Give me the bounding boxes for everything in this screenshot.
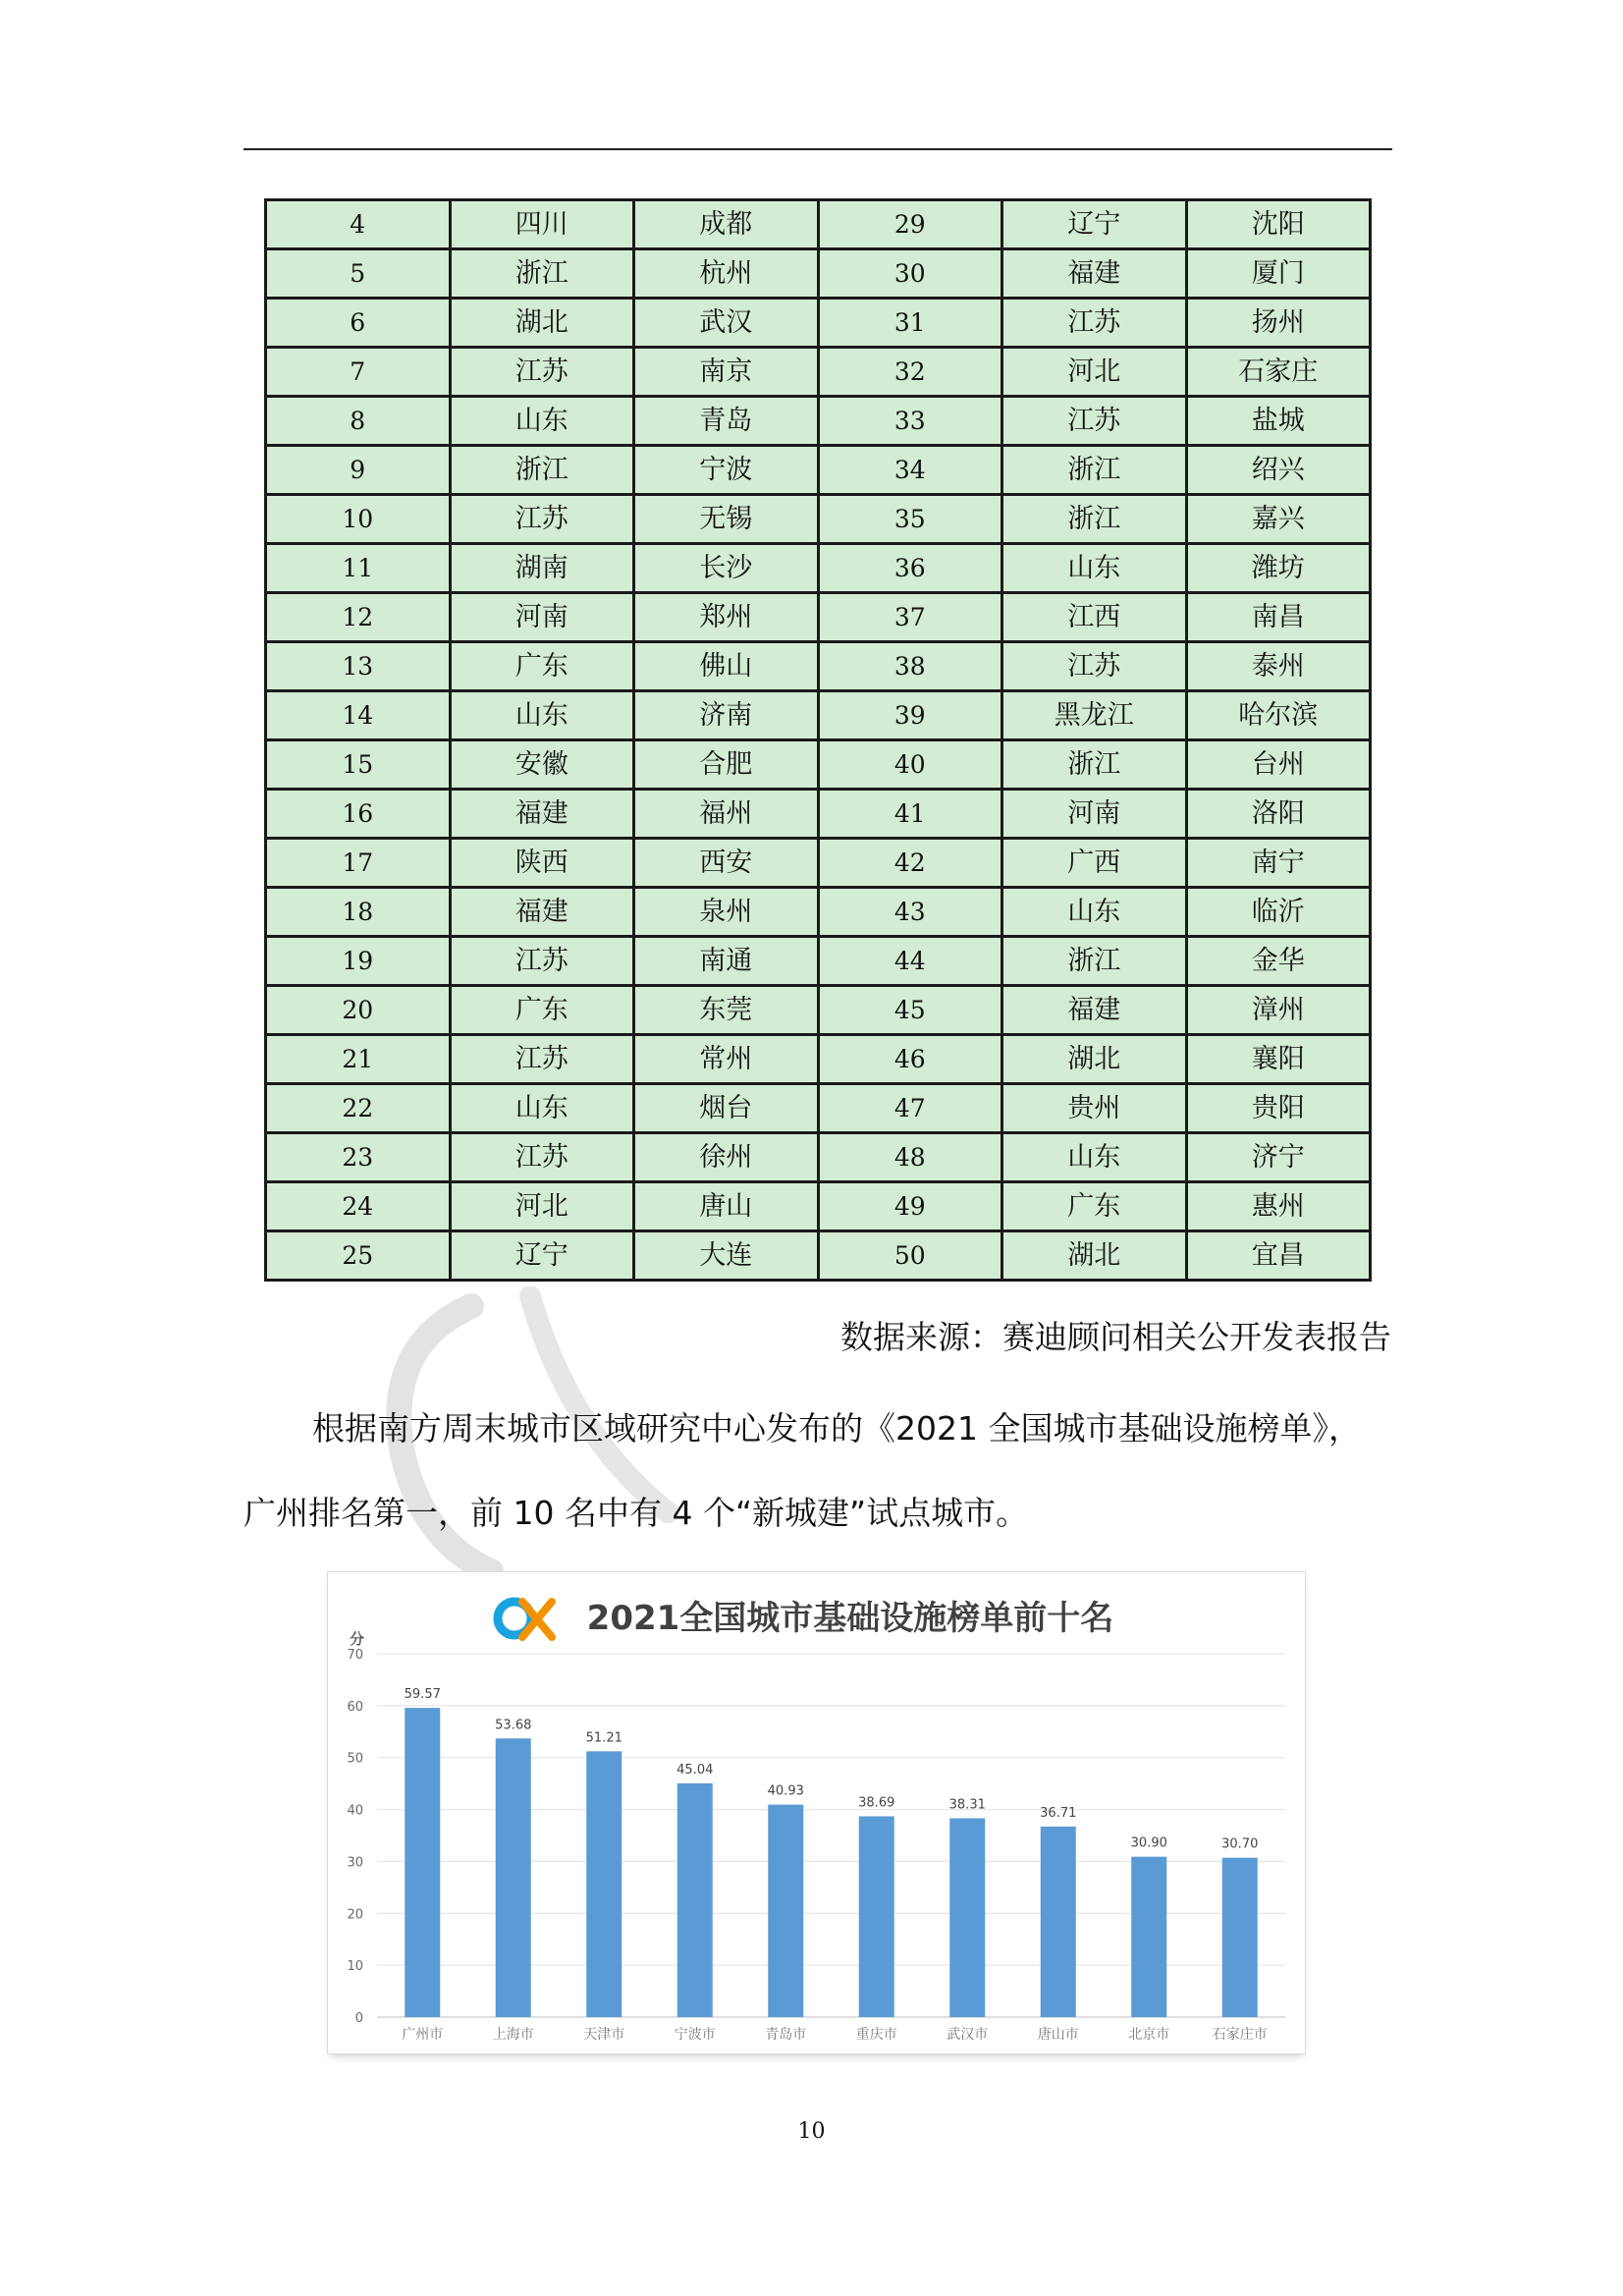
- bar: [496, 1738, 531, 2017]
- bar-value-label: 59.57: [404, 1687, 441, 1703]
- province-cell: 河北: [450, 1182, 634, 1231]
- rank-cell: 46: [818, 1035, 1002, 1084]
- rank-cell: 12: [266, 593, 451, 642]
- province-cell: 安徽: [450, 740, 634, 790]
- province-cell: 四川: [450, 200, 634, 249]
- bar-value-label: 40.93: [767, 1783, 804, 1799]
- rank-cell: 15: [266, 740, 451, 790]
- city-cell: 宜昌: [1186, 1231, 1371, 1281]
- bar-value-label: 45.04: [676, 1762, 714, 1777]
- city-cell: 沈阳: [1186, 200, 1371, 249]
- city-cell: 绍兴: [1186, 446, 1371, 495]
- rank-cell: 8: [266, 397, 451, 446]
- city-cell: 洛阳: [1186, 790, 1371, 839]
- rank-cell: 25: [266, 1231, 451, 1281]
- city-cell: 扬州: [1186, 299, 1371, 348]
- bar: [768, 1805, 803, 2017]
- bar: [1222, 1858, 1258, 2017]
- rank-cell: 7: [266, 348, 451, 397]
- city-cell: 襄阳: [1186, 1035, 1371, 1084]
- rank-cell: 40: [818, 740, 1002, 790]
- city-cell: 临沂: [1186, 888, 1371, 937]
- y-tick-label: 10: [347, 1959, 363, 1975]
- x-category-label: 北京市: [1128, 2027, 1170, 2043]
- rank-cell: 16: [266, 790, 451, 839]
- table-row: [266, 1133, 1371, 1182]
- y-tick-label: 0: [354, 2011, 363, 2026]
- city-cell: 石家庄: [1186, 348, 1371, 397]
- rank-cell: 23: [266, 1133, 451, 1182]
- rank-cell: 32: [818, 348, 1002, 397]
- province-cell: 江苏: [450, 348, 634, 397]
- rank-cell: 47: [818, 1084, 1002, 1133]
- province-cell: 湖南: [450, 544, 634, 593]
- province-cell: 江苏: [1002, 642, 1187, 691]
- rank-cell: 14: [266, 691, 451, 740]
- province-cell: 浙江: [450, 249, 634, 299]
- province-cell: 广东: [450, 986, 634, 1035]
- bar: [586, 1751, 622, 2017]
- province-cell: 陕西: [450, 839, 634, 888]
- city-cell: 哈尔滨: [1186, 691, 1371, 740]
- province-cell: 山东: [450, 397, 634, 446]
- rank-cell: 20: [266, 986, 451, 1035]
- province-cell: 湖北: [1002, 1231, 1187, 1281]
- table-row: [266, 839, 1371, 888]
- city-cell: 东莞: [634, 986, 819, 1035]
- province-cell: 福建: [450, 888, 634, 937]
- table-row: [266, 1084, 1371, 1133]
- x-category-label: 广州市: [402, 2027, 444, 2043]
- rank-cell: 11: [266, 544, 451, 593]
- rank-cell: 45: [818, 986, 1002, 1035]
- city-cell: 济宁: [1186, 1133, 1371, 1182]
- city-cell: 南昌: [1186, 593, 1371, 642]
- page-number: 10: [797, 2119, 826, 2144]
- city-cell: 烟台: [634, 1084, 819, 1133]
- x-category-label: 青岛市: [765, 2027, 807, 2043]
- rank-cell: 39: [818, 691, 1002, 740]
- table-row: [266, 1182, 1371, 1231]
- province-cell: 山东: [1002, 1133, 1187, 1182]
- province-cell: 江苏: [1002, 397, 1187, 446]
- rank-cell: 4: [266, 200, 451, 249]
- bar-value-label: 30.90: [1130, 1835, 1167, 1851]
- bar-value-label: 38.69: [858, 1795, 895, 1811]
- province-cell: 浙江: [450, 446, 634, 495]
- rank-cell: 30: [818, 249, 1002, 299]
- x-category-label: 武汉市: [947, 2027, 989, 2043]
- province-cell: 江苏: [1002, 299, 1187, 348]
- rank-cell: 18: [266, 888, 451, 937]
- province-cell: 山东: [1002, 544, 1187, 593]
- province-cell: 辽宁: [1002, 200, 1187, 249]
- table-row: [266, 495, 1371, 544]
- rank-cell: 43: [818, 888, 1002, 937]
- rank-cell: 13: [266, 642, 451, 691]
- rank-cell: 22: [266, 1084, 451, 1133]
- table-row: [266, 299, 1371, 348]
- province-cell: 江西: [1002, 593, 1187, 642]
- rank-cell: 9: [266, 446, 451, 495]
- city-cell: 西安: [634, 839, 819, 888]
- rank-cell: 34: [818, 446, 1002, 495]
- rank-cell: 42: [818, 839, 1002, 888]
- rank-cell: 49: [818, 1182, 1002, 1231]
- bar-value-label: 36.71: [1040, 1805, 1077, 1821]
- table-row: [266, 740, 1371, 790]
- rank-cell: 29: [818, 200, 1002, 249]
- x-category-label: 重庆市: [855, 2027, 897, 2043]
- table-row: [266, 790, 1371, 839]
- bar-value-label: 30.70: [1221, 1836, 1259, 1852]
- city-cell: 福州: [634, 790, 819, 839]
- body-paragraph: 根据南方周末城市区域研究中心发布的《2021 全国城市基础设施榜单》，广州排名第一，前 10 名中有 4 个“新城建”试点城市。: [243, 1409, 1361, 1532]
- y-axis-label: 分: [350, 1630, 365, 1648]
- rank-cell: 33: [818, 397, 1002, 446]
- table-row: [266, 200, 1371, 249]
- province-cell: 河北: [1002, 348, 1187, 397]
- table-row: [266, 397, 1371, 446]
- rank-cell: 19: [266, 937, 451, 986]
- city-cell: 南京: [634, 348, 819, 397]
- province-cell: 湖北: [450, 299, 634, 348]
- city-cell: 唐山: [634, 1182, 819, 1231]
- rank-cell: 36: [818, 544, 1002, 593]
- province-cell: 山东: [450, 691, 634, 740]
- bar-chart-plot: [328, 1572, 1305, 2053]
- x-category-label: 宁波市: [674, 2027, 716, 2043]
- rank-cell: 17: [266, 839, 451, 888]
- header-rule: [243, 148, 1392, 150]
- city-cell: 贵阳: [1186, 1084, 1371, 1133]
- city-cell: 杭州: [634, 249, 819, 299]
- table-row: [266, 1035, 1371, 1084]
- city-cell: 徐州: [634, 1133, 819, 1182]
- rank-cell: 38: [818, 642, 1002, 691]
- city-cell: 南通: [634, 937, 819, 986]
- bar: [949, 1819, 985, 2017]
- province-cell: 福建: [450, 790, 634, 839]
- y-tick-label: 40: [347, 1803, 363, 1819]
- city-cell: 武汉: [634, 299, 819, 348]
- rank-cell: 37: [818, 593, 1002, 642]
- province-cell: 江苏: [450, 1133, 634, 1182]
- x-category-label: 唐山市: [1037, 2027, 1079, 2043]
- y-tick-label: 60: [347, 1699, 363, 1715]
- table-row: [266, 986, 1371, 1035]
- y-tick-label: 20: [347, 1907, 363, 1923]
- city-cell: 厦门: [1186, 249, 1371, 299]
- table-row: [266, 1231, 1371, 1281]
- bar-value-label: 53.68: [495, 1718, 532, 1733]
- rank-cell: 5: [266, 249, 451, 299]
- bar-value-label: 51.21: [585, 1730, 622, 1746]
- province-cell: 河南: [1002, 790, 1187, 839]
- table-row: [266, 642, 1371, 691]
- province-cell: 山东: [450, 1084, 634, 1133]
- data-source-note: 数据来源：赛迪顾问相关公开发表报告: [840, 1318, 1391, 1356]
- y-tick-label: 50: [347, 1751, 363, 1767]
- city-cell: 台州: [1186, 740, 1371, 790]
- rank-cell: 35: [818, 495, 1002, 544]
- rank-cell: 31: [818, 299, 1002, 348]
- city-cell: 金华: [1186, 937, 1371, 986]
- city-cell: 佛山: [634, 642, 819, 691]
- city-cell: 无锡: [634, 495, 819, 544]
- rank-cell: 6: [266, 299, 451, 348]
- bar: [1041, 1827, 1076, 2017]
- rank-cell: 24: [266, 1182, 451, 1231]
- city-cell: 嘉兴: [1186, 495, 1371, 544]
- bar: [677, 1783, 713, 2017]
- bar: [405, 1708, 440, 2017]
- table-row: [266, 446, 1371, 495]
- city-cell: 常州: [634, 1035, 819, 1084]
- city-cell: 长沙: [634, 544, 819, 593]
- province-cell: 江苏: [450, 937, 634, 986]
- province-cell: 湖北: [1002, 1035, 1187, 1084]
- province-cell: 浙江: [1002, 446, 1187, 495]
- rank-cell: 10: [266, 495, 451, 544]
- rank-cell: 48: [818, 1133, 1002, 1182]
- province-cell: 黑龙江: [1002, 691, 1187, 740]
- province-cell: 广西: [1002, 839, 1187, 888]
- province-cell: 山东: [1002, 888, 1187, 937]
- province-cell: 浙江: [1002, 495, 1187, 544]
- rank-cell: 21: [266, 1035, 451, 1084]
- province-cell: 浙江: [1002, 740, 1187, 790]
- city-cell: 南宁: [1186, 839, 1371, 888]
- province-cell: 江苏: [450, 495, 634, 544]
- y-tick-label: 30: [347, 1855, 363, 1871]
- city-cell: 成都: [634, 200, 819, 249]
- rank-cell: 41: [818, 790, 1002, 839]
- city-cell: 大连: [634, 1231, 819, 1281]
- infrastructure-ranking-chart: [327, 1571, 1306, 2054]
- city-cell: 济南: [634, 691, 819, 740]
- bar: [1131, 1857, 1166, 2017]
- rank-cell: 44: [818, 937, 1002, 986]
- province-cell: 浙江: [1002, 937, 1187, 986]
- province-cell: 广东: [1002, 1182, 1187, 1231]
- table-row: [266, 249, 1371, 299]
- city-cell: 泉州: [634, 888, 819, 937]
- province-cell: 江苏: [450, 1035, 634, 1084]
- x-category-label: 石家庄市: [1212, 2027, 1268, 2043]
- city-cell: 泰州: [1186, 642, 1371, 691]
- city-cell: 惠州: [1186, 1182, 1371, 1231]
- table-row: [266, 593, 1371, 642]
- province-cell: 广东: [450, 642, 634, 691]
- x-category-label: 上海市: [492, 2027, 534, 2043]
- bar-value-label: 38.31: [948, 1797, 986, 1813]
- province-cell: 福建: [1002, 249, 1187, 299]
- province-cell: 河南: [450, 593, 634, 642]
- bar: [859, 1816, 894, 2017]
- rank-cell: 50: [818, 1231, 1002, 1281]
- x-category-label: 天津市: [583, 2027, 625, 2043]
- table-row: [266, 544, 1371, 593]
- city-cell: 宁波: [634, 446, 819, 495]
- province-cell: 贵州: [1002, 1084, 1187, 1133]
- province-cell: 辽宁: [450, 1231, 634, 1281]
- table-row: [266, 348, 1371, 397]
- city-cell: 青岛: [634, 397, 819, 446]
- city-cell: 盐城: [1186, 397, 1371, 446]
- chart-title: 2021全国城市基础设施榜单前十名: [586, 1599, 1114, 1638]
- y-tick-label: 70: [347, 1648, 363, 1663]
- city-cell: 漳州: [1186, 986, 1371, 1035]
- city-ranking-table: [264, 198, 1372, 1282]
- table-row: [266, 691, 1371, 740]
- city-cell: 郑州: [634, 593, 819, 642]
- city-cell: 合肥: [634, 740, 819, 790]
- table-row: [266, 937, 1371, 986]
- province-cell: 福建: [1002, 986, 1187, 1035]
- table-row: [266, 888, 1371, 937]
- city-cell: 潍坊: [1186, 544, 1371, 593]
